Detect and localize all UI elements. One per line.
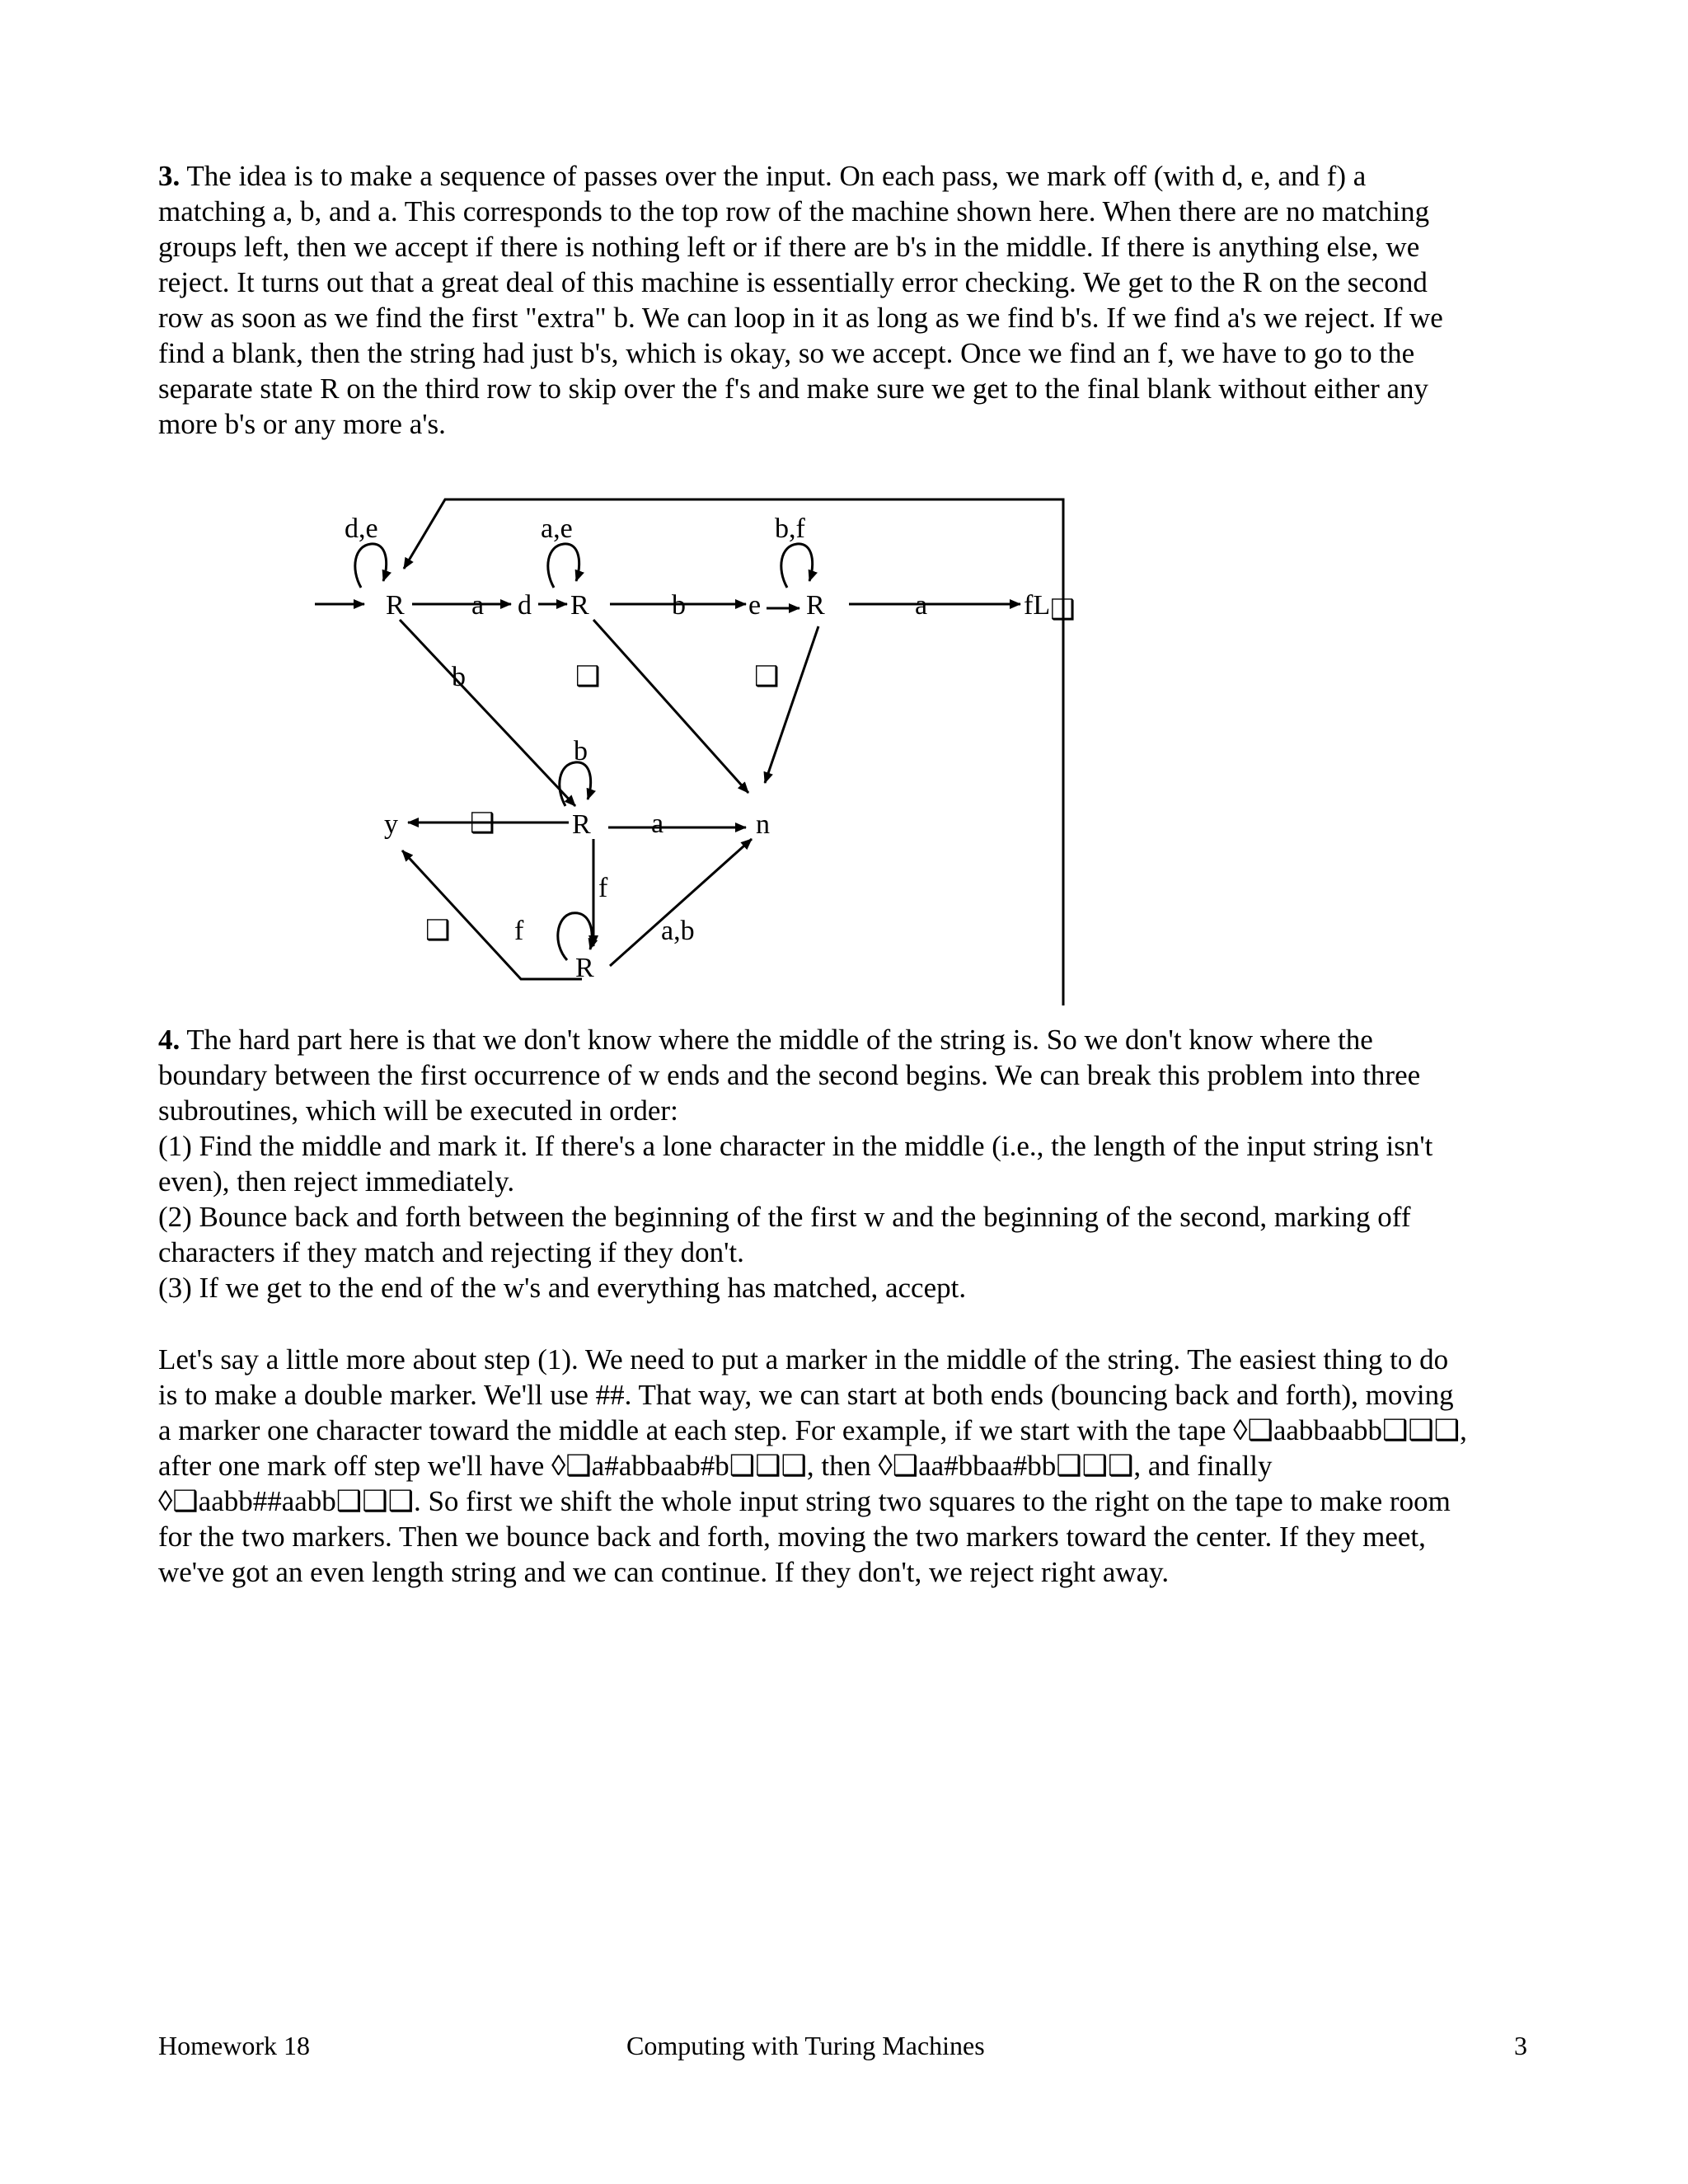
edge-label-r2-to-e: b [672,590,686,621]
text-line: more b's or any more a's. [158,408,446,440]
text-line: find a blank, then the string had just b's, which is okay, so we accept. Once we find an f, we have to go to the [158,337,1415,369]
text-line: after one mark off step we'll have ◊❑a#abbaab#b❑❑❑, then ◊❑aa#bbaa#bb❑❑❑, and finally [158,1450,1273,1482]
state-e: e [748,590,762,621]
loop-label-r5: f [514,916,524,946]
section-3-paragraph [158,158,1551,442]
edge-label-r4-to-y: ❑ [470,808,495,839]
page-number: 3 [1514,2031,1527,2060]
loop-r1 [355,544,387,588]
text-line: subroutines, which will be executed in order: [158,1094,678,1127]
state-r1: R [386,590,405,621]
section-number: 4. [158,1024,181,1056]
edge-r3-to-n [765,626,818,783]
text-line: is to make a double marker. We'll use ##. That way, we can start at both ends (bouncing back and forth), moving [158,1379,1454,1411]
section-number: 3. [158,160,181,192]
text-line: Let's say a little more about step (1). We need to put a marker in the middle of the string. The easiest thing to do [158,1343,1449,1376]
loop-label-r1: d,e [345,513,378,544]
text-line: ◊❑aabb##aabb❑❑❑. So first we shift the whole input string two squares to the right on the tape to make room [158,1485,1451,1517]
footer-title: Computing with Turing Machines [626,2031,985,2060]
state-r5: R [575,953,594,983]
loop-label-r3: b,f [775,513,805,544]
edge-label-r3-to-fL: a [915,590,928,621]
edge-label-r2-to-n: ❑ [575,662,601,692]
edge-label-r5-to-y: ❑ [425,916,451,946]
text-line: (1) Find the middle and mark it. If there's a lone character in the middle (i.e., the length of the input string isn't [158,1130,1433,1162]
state-r3: R [806,590,825,621]
edge-r5-to-n [610,839,752,966]
text-line: (3) If we get to the end of the w's and everything has matched, accept. [158,1272,967,1304]
state-n: n [756,809,770,840]
edge-label-r1-to-d: a [471,590,485,621]
edge-r5-to-y [402,851,582,979]
edge-label-r3-to-n: ❑ [754,662,780,692]
edge-r1-to-r4 [400,620,575,806]
text-line: for the two markers. Then we bounce back and forth, moving the two markers toward the center. If they meet, [158,1521,1426,1553]
section-4-paragraph [158,1022,1551,1305]
text-line: boundary between the first occurrence of w ends and the second begins. We can break this problem into three [158,1059,1421,1091]
state-r4: R [572,809,591,840]
text-line: row as soon as we find the first "extra" b. We can loop in it as long as we find b's. If we find a's we reject. If we [158,302,1443,334]
edge-fL-to-r1 [404,499,1063,1005]
state-y: y [384,809,398,840]
text-line: characters if they match and rejecting if they don't. [158,1236,744,1268]
text-line: a marker one character toward the middle at each step. For example, if we start with the tape ◊❑aabbaabb❑❑❑, [158,1414,1467,1446]
text-line: (2) Bounce back and forth between the beginning of the first w and the beginning of the second, marking off [158,1201,1411,1233]
turing-machine-diagram [305,494,1088,1005]
loop-r4 [560,762,591,806]
text-line: we've got an even length string and we can continue. If they don't, we reject right away. [158,1556,1170,1588]
state-r2: R [570,590,589,621]
text-line: groups left, then we accept if there is nothing left or if there are b's in the middle. If there is anything else, we [158,231,1420,263]
text-line: separate state R on the third row to skip over the f's and make sure we get to the final blank without either any [158,373,1429,405]
loop-r2 [548,544,579,588]
text-line: 4. The hard part here is that we don't know where the middle of the string is. So we don't know where the [158,1024,1373,1056]
edge-r2-to-n [593,620,748,793]
edge-label-r4-to-n: a [651,808,664,839]
loop-label-r4: b [574,736,588,766]
loop-r3 [781,544,813,588]
step-one-details-paragraph [158,1342,1551,1590]
text-line: matching a, b, and a. This corresponds to the top row of the machine shown here. When there are no matching [158,195,1430,227]
text-line: 3. The idea is to make a sequence of passes over the input. On each pass, we mark off (with d, e, and f) a [158,160,1367,192]
loop-label-r2: a,e [541,513,573,544]
edge-label-r5-to-n: a,b [661,916,695,946]
state-fL: fL❑ [1024,590,1076,626]
state-d: d [518,590,532,621]
text-line: even), then reject immediately. [158,1165,515,1197]
edge-label-r1-to-r4: b [452,662,466,692]
footer-course: Homework 18 [158,2031,310,2060]
edge-label-r4-to-r5: f [598,873,608,903]
text-line: reject. It turns out that a great deal of this machine is essentially error checking. We get to the R on the second [158,266,1428,298]
